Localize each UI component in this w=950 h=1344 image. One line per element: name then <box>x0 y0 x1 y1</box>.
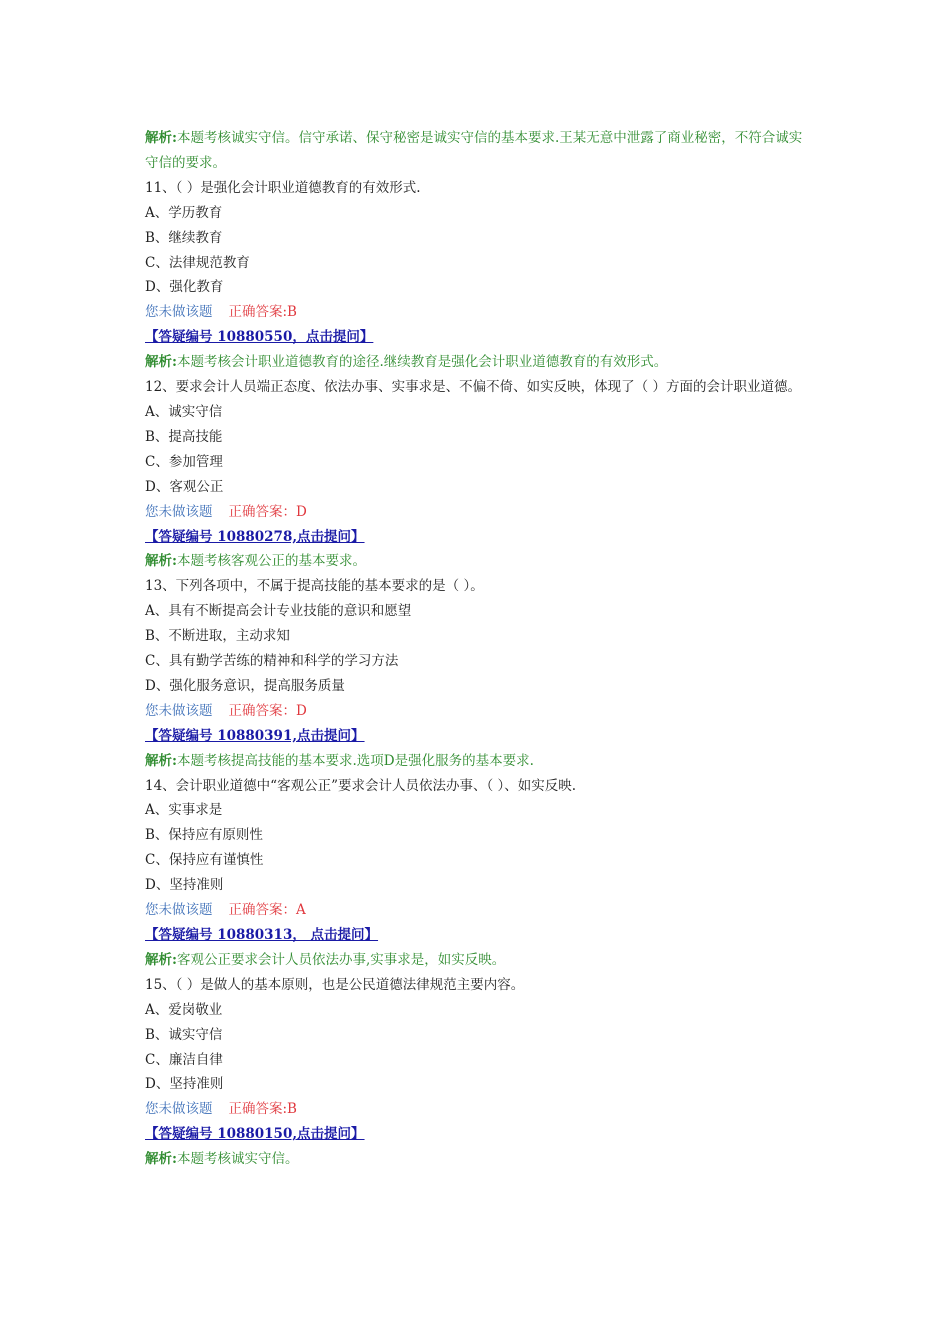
intro-analysis <box>145 126 805 176</box>
status-text: 您未做该题 <box>145 902 213 919</box>
analysis-text: 本题考核客观公正的基本要求。 <box>176 553 366 570</box>
analysis-text: 本题考核提高技能的基本要求.选项D是强化服务的基本要求. <box>176 752 534 769</box>
option-b: B、保持应有原则性 <box>145 827 263 844</box>
option-d: D、客观公正 <box>145 478 224 495</box>
analysis-text: 客观公正要求会计人员依法办事,实事求是，如实反映。 <box>176 951 506 968</box>
answer-row <box>145 500 805 525</box>
question-analysis <box>145 549 805 574</box>
answer-row <box>145 699 805 724</box>
option-d: D、坚持准则 <box>145 877 224 894</box>
option-a: A、实事求是 <box>145 802 223 819</box>
analysis-text: 本题考核诚实守信。 <box>176 1151 299 1168</box>
status-text: 您未做该题 <box>145 503 213 520</box>
option-c: C、具有勤学苦练的精神和科学的学习方法 <box>145 653 399 670</box>
analysis-label: 解析: <box>145 1151 177 1168</box>
ask-question-link[interactable]: 【答疑编号 10880391,点击提问】 <box>145 727 365 744</box>
question-document <box>145 126 805 1172</box>
option-a: A、学历教育 <box>145 204 223 221</box>
status-text: 您未做该题 <box>145 1101 213 1118</box>
question-analysis <box>145 948 805 973</box>
question-block <box>145 375 805 574</box>
question-block <box>145 973 805 1172</box>
ask-question-link[interactable]: 【答疑编号 10880550，点击提问】 <box>145 329 374 346</box>
ask-question-link[interactable]: 【答疑编号 10880313， 点击提问】 <box>145 927 379 943</box>
answer-row <box>145 898 805 923</box>
question-analysis <box>145 350 805 375</box>
question-analysis <box>145 1147 805 1172</box>
option-d: D、强化服务意识，提高服务质量 <box>145 677 345 694</box>
option-c: C、法律规范教育 <box>145 254 250 271</box>
correct-answer: 正确答案:B <box>228 304 297 321</box>
option-b: B、继续教育 <box>145 229 223 246</box>
answer-row <box>145 1097 805 1122</box>
analysis-label: 解析: <box>145 752 177 769</box>
question-block <box>145 574 805 773</box>
question-analysis <box>145 749 805 774</box>
question-block <box>145 176 805 375</box>
analysis-label: 解析: <box>145 354 177 371</box>
question-stem: 11、（ ）是强化会计职业道德教育的有效形式. <box>145 179 421 196</box>
question-stem: 14、会计职业道德中“客观公正”要求会计人员依法办事、（ ）、如实反映. <box>145 777 577 794</box>
option-a: A、具有不断提高会计专业技能的意识和愿望 <box>145 603 412 620</box>
option-c: C、保持应有谨慎性 <box>145 852 264 869</box>
question-stem: 13、下列各项中，不属于提高技能的基本要求的是（ ）。 <box>145 578 484 595</box>
option-b: B、诚实守信 <box>145 1026 223 1043</box>
analysis-label: 解析: <box>145 951 177 968</box>
analysis-text: 本题考核会计职业道德教育的途径.继续教育是强化会计职业道德教育的有效形式。 <box>176 354 668 371</box>
analysis-label: 解析: <box>145 553 177 570</box>
correct-answer: 正确答案：A <box>228 902 306 919</box>
analysis-text: 本题考核诚实守信。信守承诺、保守秘密是诚实守信的基本要求.王某无意中泄露了商业秘密，不符合诚实守信的要求。 <box>145 130 803 171</box>
analysis-label: 解析: <box>145 130 177 146</box>
answer-row <box>145 300 805 325</box>
question-stem: 15、（ ）是做人的基本原则，也是公民道德法律规范主要内容。 <box>145 976 525 993</box>
question-block <box>145 774 805 973</box>
option-a: A、爱岗敬业 <box>145 1001 223 1018</box>
ask-question-link[interactable]: 【答疑编号 10880150,点击提问】 <box>145 1126 365 1143</box>
option-b: B、提高技能 <box>145 428 223 445</box>
option-d: D、强化教育 <box>145 279 224 296</box>
option-d: D、坚持准则 <box>145 1076 224 1093</box>
correct-answer: 正确答案：D <box>228 503 307 520</box>
option-b: B、不断进取，主动求知 <box>145 628 290 645</box>
option-c: C、参加管理 <box>145 453 223 470</box>
status-text: 您未做该题 <box>145 304 213 321</box>
option-c: C、廉洁自律 <box>145 1051 223 1068</box>
correct-answer: 正确答案：D <box>228 702 307 719</box>
ask-question-link[interactable]: 【答疑编号 10880278,点击提问】 <box>145 528 365 545</box>
status-text: 您未做该题 <box>145 702 213 719</box>
correct-answer: 正确答案:B <box>228 1101 297 1118</box>
question-list <box>145 176 805 1172</box>
option-a: A、诚实守信 <box>145 403 223 420</box>
question-stem: 12、要求会计人员端正态度、依法办事、实事求是、不偏不倚、如实反映，体现了（ ）方面的会计职业道德。 <box>145 379 801 396</box>
